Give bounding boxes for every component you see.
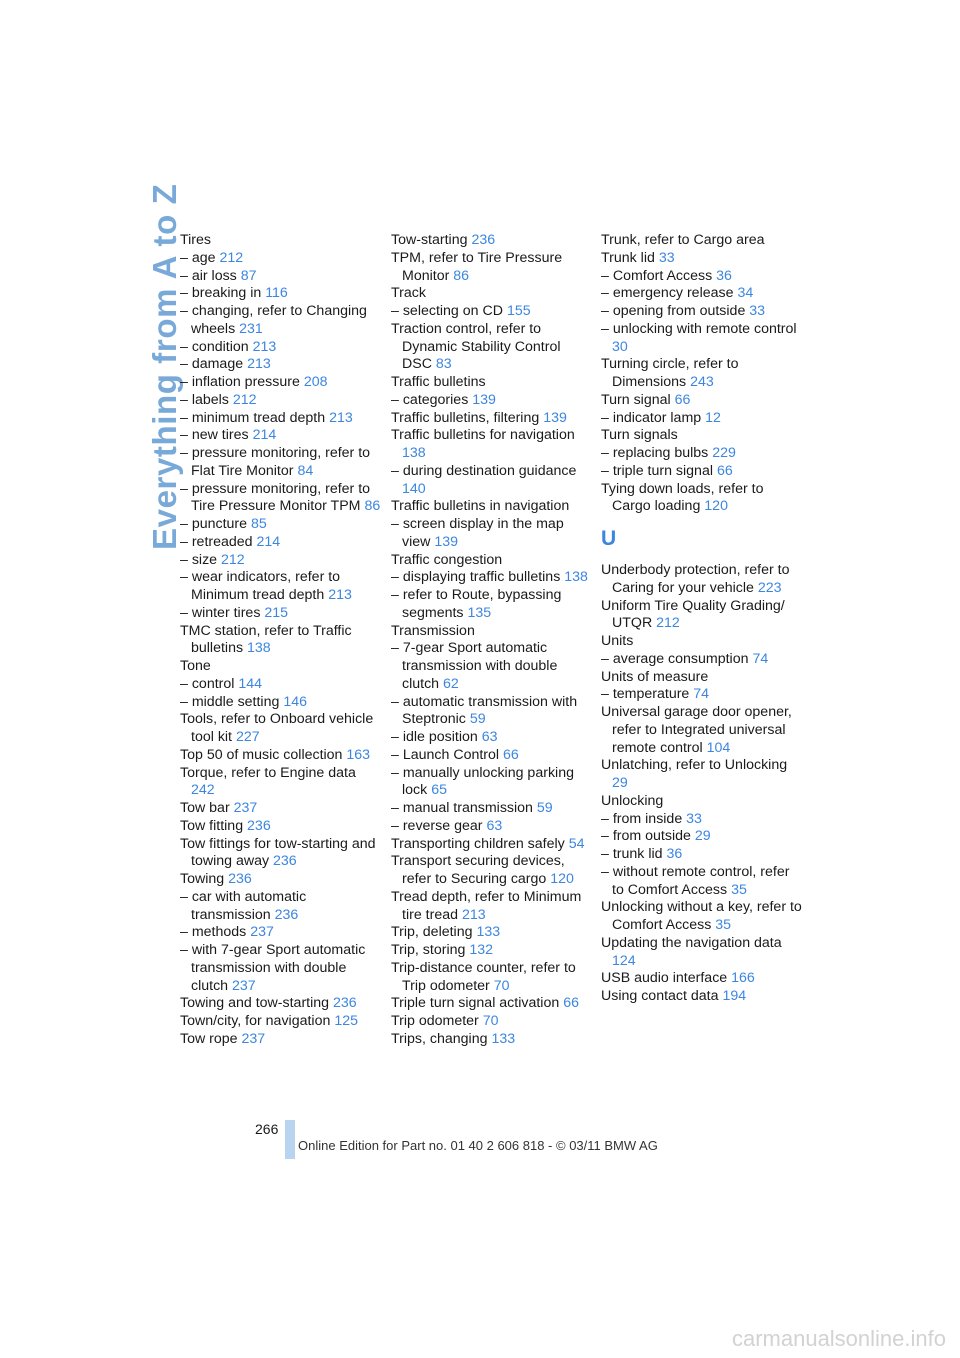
index-entry: [180, 889, 382, 925]
index-entry: [180, 623, 382, 659]
index-entry: [180, 676, 382, 694]
index-page-link[interactable]: 74: [693, 686, 710, 703]
index-entry: [180, 818, 382, 836]
index-entry: [601, 970, 803, 988]
index-entry-term: Tread depth, refer to Minimum tire tread: [391, 888, 582, 923]
index-page-link[interactable]: 146: [283, 693, 307, 710]
index-entry-term: Tying down loads, refer to Cargo loading: [601, 480, 764, 515]
index-entry: [601, 356, 803, 392]
index-entry: [180, 392, 382, 410]
index-entry: [601, 481, 803, 517]
index-page-link[interactable]: 33: [686, 810, 702, 827]
index-entry: [601, 562, 803, 598]
index-page-link[interactable]: 138: [564, 569, 588, 586]
index-entry: [601, 846, 803, 864]
index-entry: [391, 569, 593, 587]
index-entry-term: – car with automatic transmission: [180, 888, 307, 923]
index-page-link[interactable]: 208: [303, 374, 328, 390]
index-entry-term: Unlocking without a key, refer to Comfort Access: [601, 899, 802, 933]
index-entry-term: – retreaded: [180, 533, 253, 550]
index-entry-term: Updating the navigation data: [601, 934, 782, 951]
index-entry-term: – idle position: [391, 729, 478, 745]
index-entry-term: – indicator lamp: [601, 409, 702, 426]
index-entry: [180, 836, 382, 872]
index-page-link[interactable]: 212: [221, 551, 245, 568]
index-page-link[interactable]: 236: [273, 853, 297, 870]
index-entry-term: – average consumption: [601, 650, 749, 667]
index-entry: [180, 285, 382, 303]
index-entry: [180, 303, 382, 339]
index-entry: [180, 995, 382, 1013]
index-page-link[interactable]: 120: [704, 498, 728, 515]
index-entry-term: – Launch Control: [391, 746, 500, 763]
index-entry: [391, 463, 593, 499]
index-page-link[interactable]: 84: [297, 462, 314, 479]
index-page-link[interactable]: 212: [656, 615, 680, 632]
index-page-link[interactable]: 83: [435, 356, 452, 373]
index-page-link[interactable]: 30: [612, 338, 628, 355]
index-page-link[interactable]: 215: [264, 604, 289, 621]
index-entry: [180, 694, 382, 712]
index-entry: [601, 669, 803, 687]
index-page-link[interactable]: 29: [612, 775, 628, 791]
index-page-link[interactable]: 133: [491, 1030, 516, 1047]
watermark: carmanualsonline.info: [731, 1326, 946, 1351]
index-entry: [391, 818, 593, 836]
index-entry-term: Top 50 of music collection: [180, 746, 343, 763]
index-entry-term: Universal garage door opener, refer to Integrated universal remote control: [601, 704, 792, 756]
index-entry: [180, 250, 382, 268]
index-entry-term: – manually unlocking parking lock: [391, 764, 574, 799]
index-entry: [601, 463, 803, 481]
index-page-link[interactable]: 213: [461, 906, 486, 923]
index-entry-term: – minimum tread depth: [180, 409, 326, 426]
index-entry-term: Tow fitting: [180, 817, 244, 834]
index-entry: [391, 1013, 593, 1031]
index-entry-term: Transmission: [391, 622, 475, 639]
index-entry-term: – middle setting: [180, 693, 280, 710]
index-entry: [391, 765, 593, 801]
index-entry-term: Towing: [180, 871, 225, 887]
index-page-link[interactable]: 70: [482, 1013, 499, 1029]
index-entry-term: Trip odometer: [391, 1013, 479, 1029]
index-page-link[interactable]: 85: [251, 516, 267, 532]
index-entry: [180, 232, 382, 250]
index-entry: [391, 623, 593, 641]
index-entry-term: – breaking in: [180, 285, 262, 302]
index-page-link[interactable]: 35: [715, 917, 732, 933]
index-entry: [180, 268, 382, 286]
index-entry: [391, 392, 593, 410]
index-entry-term: Trip, deleting: [391, 924, 473, 941]
index-entry: [180, 871, 382, 889]
index-page-link[interactable]: 229: [712, 445, 736, 461]
index-entry: [391, 587, 593, 623]
index-entry: [391, 853, 593, 889]
index-entry-term: – trunk lid: [601, 846, 663, 862]
index-page-link[interactable]: 243: [690, 374, 714, 390]
index-entry-term: Trunk, refer to Cargo area: [601, 232, 765, 248]
index-entry-term: Trip-distance counter, refer to Trip odometer: [391, 959, 576, 994]
index-page-link[interactable]: 163: [346, 746, 371, 763]
index-entry-term: USB audio interface: [601, 970, 728, 987]
index-page-link[interactable]: 86: [364, 498, 381, 515]
index-entry-term: Traffic bulletins in navigation: [391, 498, 570, 515]
index-page-link[interactable]: 237: [250, 924, 274, 941]
index-entry: [391, 1031, 593, 1049]
index-entry-term: – selecting on CD: [391, 303, 503, 319]
index-page-link[interactable]: 124: [612, 952, 636, 969]
index-entry: [601, 864, 803, 900]
index-entry-term: Using contact data: [601, 988, 719, 1004]
index-entry: [391, 498, 593, 516]
index-page-link[interactable]: 66: [503, 746, 519, 763]
index-page-link[interactable]: 133: [476, 924, 501, 941]
index-entry: [391, 747, 593, 765]
index-page-link[interactable]: 139: [543, 409, 567, 426]
index-entry-term: – winter tires: [180, 604, 261, 621]
index-entry-term: Traffic congestion: [391, 551, 503, 568]
index-page-link[interactable]: 138: [402, 445, 426, 461]
index-page-link[interactable]: 194: [722, 988, 747, 1004]
index-entry-term: Town/city, for navigation: [180, 1013, 331, 1029]
index-entry: [180, 658, 382, 676]
index-entry: [601, 268, 803, 286]
index-page-link[interactable]: 33: [658, 249, 675, 266]
index-entry-term: Unlocking: [601, 792, 664, 809]
index-page-link[interactable]: 144: [238, 675, 263, 692]
index-entry-term: Tires: [180, 232, 212, 248]
index-page-link[interactable]: 132: [469, 942, 493, 958]
index-entry: [391, 924, 593, 942]
index-entry: [601, 704, 803, 757]
index-page-link[interactable]: 155: [506, 303, 531, 319]
index-entry: [601, 427, 803, 445]
index-entry: [391, 694, 593, 730]
index-entry: [601, 757, 803, 793]
index-entry-term: Tow-starting: [391, 232, 468, 248]
index-entry: [180, 1031, 382, 1049]
index-entry: [601, 651, 803, 669]
index-entry: [180, 516, 382, 534]
index-entry-term: Triple turn signal activation: [391, 995, 560, 1012]
index-entry-term: Towing and tow-starting: [180, 995, 330, 1012]
index-entry-term: – 7-gear Sport automatic transmission with double clutch: [391, 640, 558, 692]
index-entry-term: Turn signal: [601, 391, 671, 408]
index-page-link[interactable]: 34: [737, 285, 754, 302]
index-entry-term: – with 7-gear Sport automatic transmission with double clutch: [180, 942, 366, 994]
index-entry: [391, 960, 593, 996]
index-entry: [180, 747, 382, 765]
index-entry-term: Tow bar: [180, 800, 230, 816]
index-entry: [601, 410, 803, 428]
index-entry: [391, 836, 593, 854]
index-page-link[interactable]: 236: [471, 232, 496, 248]
index-entry-term: Trunk lid: [601, 249, 655, 266]
index-page-link[interactable]: 36: [666, 846, 683, 862]
index-entry: [601, 935, 803, 971]
index-entry: [601, 321, 803, 357]
index-entry: [391, 729, 593, 747]
index-entry: [391, 640, 593, 693]
index-page-link[interactable]: 166: [731, 970, 755, 987]
index-entry-term: – without remote control, refer to Comfort Access: [601, 863, 790, 898]
side-chapter-title-text: Everything from A to Z: [146, 183, 183, 550]
index-entry: [391, 285, 593, 303]
index-page-link[interactable]: 104: [706, 739, 731, 756]
index-entry: [601, 988, 803, 1006]
index-column-1: [180, 232, 382, 1049]
index-page-link[interactable]: 135: [467, 604, 492, 621]
index-page-link[interactable]: 237: [233, 800, 258, 816]
index-entry: [601, 793, 803, 811]
index-entry-term: Turn signals: [601, 427, 678, 444]
index-entry-term: Transporting children safely: [391, 835, 565, 852]
index-page-link[interactable]: 213: [252, 338, 277, 355]
index-page-link[interactable]: 237: [232, 977, 256, 994]
index-entry: [391, 303, 593, 321]
index-page-link[interactable]: 140: [402, 480, 426, 497]
index-page-link[interactable]: 236: [247, 817, 271, 834]
index-entry-term: – screen display in the map view: [391, 516, 564, 550]
index-entry: [601, 232, 803, 250]
index-entry: [180, 765, 382, 801]
index-entry: [180, 410, 382, 428]
index-entry-term: – puncture: [180, 516, 248, 532]
index-entry: [180, 445, 382, 481]
index-entry-term: – Comfort Access: [601, 267, 713, 284]
index-entry-term: – from outside: [601, 828, 691, 845]
index-entry: [391, 889, 593, 925]
index-entry: [601, 633, 803, 651]
index-entry-term: – automatic transmission with Steptronic: [391, 693, 578, 728]
index-page-link[interactable]: 120: [550, 871, 574, 887]
index-entry: [180, 569, 382, 605]
index-page-link[interactable]: 214: [256, 533, 281, 550]
index-entry-term: – new tires: [180, 427, 249, 444]
index-entry-term: Traffic bulletins: [391, 374, 486, 390]
index-entry-term: – replacing bulbs: [601, 445, 709, 461]
index-page-link[interactable]: 63: [486, 817, 503, 834]
index-entry: [601, 598, 803, 634]
footer-accent-bar: [285, 1120, 295, 1159]
index-entry-term: Torque, refer to Engine data: [180, 764, 356, 781]
index-entry: [601, 686, 803, 704]
index-entry: [391, 942, 593, 960]
index-entry-term: – methods: [180, 924, 247, 941]
index-entry-term: Tools, refer to Onboard vehicle tool kit: [180, 711, 374, 745]
index-column-3: [601, 232, 803, 1006]
index-entry-term: – manual transmission: [391, 800, 533, 816]
index-entry: [391, 800, 593, 818]
index-entry-term: – opening from outside: [601, 303, 746, 319]
index-page-link[interactable]: 236: [333, 995, 357, 1012]
index-entry: [180, 711, 382, 747]
index-page-link[interactable]: 236: [274, 906, 299, 923]
index-entry-term: – inflation pressure: [180, 374, 300, 390]
side-chapter-title: [96, 183, 183, 562]
index-page-link[interactable]: 66: [563, 995, 579, 1012]
index-entry-term: – size: [180, 551, 218, 568]
index-page-link[interactable]: 54: [568, 835, 585, 852]
index-page-link[interactable]: 12: [705, 409, 721, 426]
index-page-link[interactable]: 213: [328, 587, 352, 603]
index-page-link[interactable]: 66: [674, 391, 691, 408]
index-entry-term: Underbody protection, refer to Caring for your vehicle: [601, 562, 790, 596]
index-entry: [601, 445, 803, 463]
index-entry-term: Turning circle, refer to Dimensions: [601, 356, 739, 390]
index-page-link[interactable]: 59: [469, 711, 486, 728]
index-entry-term: Transport securing devices, refer to Securing cargo: [391, 853, 565, 887]
index-page-link[interactable]: 213: [329, 409, 353, 426]
index-page-link[interactable]: 33: [749, 303, 766, 319]
index-entry: [601, 828, 803, 846]
index-entry-term: TPM, refer to Tire Pressure Monitor: [391, 249, 563, 284]
index-entry-term: – damage: [180, 356, 244, 373]
index-entry-term: Traffic bulletins for navigation: [391, 427, 575, 444]
index-entry: [391, 427, 593, 463]
index-page-link[interactable]: 213: [247, 356, 271, 373]
index-entry: [180, 481, 382, 517]
index-entry-term: Track: [391, 285, 426, 302]
index-page-link[interactable]: 212: [219, 249, 244, 266]
index-entry: [391, 374, 593, 392]
index-page-link[interactable]: 65: [431, 782, 447, 799]
index-entry: [180, 800, 382, 818]
index-entry-term: – reverse gear: [391, 817, 483, 834]
index-entry: [180, 427, 382, 445]
index-entry: [391, 552, 593, 570]
index-entry-term: – labels: [180, 391, 229, 408]
index-entry: [391, 516, 593, 552]
index-entry-term: – during destination guidance: [391, 462, 577, 479]
index-entry-term: Traffic bulletins, filtering: [391, 409, 540, 426]
index-entry-term: – age: [180, 249, 216, 266]
index-page-link[interactable]: 139: [472, 391, 496, 408]
index-entry: [601, 250, 803, 268]
section-letter: U: [601, 527, 617, 550]
index-entry: [180, 605, 382, 623]
index-page-link[interactable]: 214: [252, 427, 277, 444]
index-page-link[interactable]: 86: [453, 267, 470, 284]
index-entry-term: – control: [180, 675, 235, 692]
index-entry: [391, 250, 593, 286]
index-page-link[interactable]: 237: [241, 1030, 266, 1047]
index-entry: [180, 339, 382, 357]
index-page-link[interactable]: 35: [731, 881, 747, 898]
index-entry-term: – wear indicators, refer to Minimum tread depth: [180, 569, 341, 603]
index-page-link[interactable]: 87: [240, 267, 257, 284]
index-page-link[interactable]: 227: [235, 729, 260, 745]
index-entry-term: – temperature: [601, 686, 690, 703]
index-page-link[interactable]: 36: [716, 267, 732, 284]
index-entry: [180, 924, 382, 942]
index-entry: [601, 303, 803, 321]
index-entry-term: – pressure monitoring, refer to Tire Pressure Monitor TPM: [180, 480, 371, 515]
index-page-link[interactable]: 231: [239, 320, 263, 337]
index-entry-term: – pressure monitoring, refer to Flat Tire Monitor: [180, 445, 371, 479]
index-entry-term: – unlocking with remote control: [601, 320, 797, 337]
index-entry: [180, 552, 382, 570]
index-entry-term: Trips, changing: [391, 1030, 488, 1047]
index-entry-term: Tow fittings for tow-starting and towing away: [180, 835, 376, 870]
index-page-link[interactable]: 242: [191, 782, 215, 799]
index-entry-term: – condition: [180, 338, 249, 355]
index-entry-term: Units: [601, 633, 634, 649]
index-entry: [180, 356, 382, 374]
index-page-link[interactable]: 212: [232, 391, 257, 408]
index-entry: [391, 410, 593, 428]
index-entry-term: Units of measure: [601, 668, 709, 685]
index-entry-term: – from inside: [601, 810, 683, 827]
index-entry: [180, 1013, 382, 1031]
index-page-link[interactable]: 74: [752, 650, 769, 667]
index-entry: [601, 899, 803, 935]
index-entry-term: Unlatching, refer to Unlocking: [601, 757, 788, 774]
index-entry: [391, 321, 593, 374]
index-page-link[interactable]: 139: [434, 533, 459, 550]
index-entry: [601, 811, 803, 829]
index-page-link[interactable]: 66: [716, 462, 733, 479]
index-entry-term: – categories: [391, 391, 469, 408]
index-page-link[interactable]: 29: [694, 828, 711, 845]
index-page-link[interactable]: 59: [536, 800, 553, 816]
index-entry: [180, 374, 382, 392]
index-entry-term: Tone: [180, 658, 211, 674]
index-entry: [391, 232, 593, 250]
index-page-link[interactable]: 138: [247, 640, 271, 657]
footer-edition-text: Online Edition for Part no. 01 40 2 606 818 - © 03/11 BMW AG: [298, 1138, 658, 1153]
page-number: 266: [255, 1121, 279, 1137]
index-entry-term: TMC station, refer to Traffic bulletins: [180, 622, 352, 657]
index-entry-term: Traction control, refer to Dynamic Stability Control DSC: [391, 320, 561, 373]
index-entry-term: – emergency release: [601, 285, 734, 302]
index-entry: [180, 534, 382, 552]
index-entry-term: – triple turn signal: [601, 462, 713, 479]
index-entry-term: Tow rope: [180, 1030, 238, 1047]
index-page-link[interactable]: 236: [228, 871, 252, 887]
index-column-2: [391, 232, 593, 1049]
index-entry: [601, 392, 803, 410]
index-page-link[interactable]: 63: [481, 729, 498, 745]
index-entry-term: – refer to Route, bypassing segments: [391, 587, 562, 621]
index-entry-term: Trip, storing: [391, 942, 466, 958]
index-entry-term: – displaying traffic bulletins: [391, 569, 561, 586]
index-entry: [391, 995, 593, 1013]
index-entry-term: – changing, refer to Changing wheels: [180, 303, 367, 337]
index-entry-term: Uniform Tire Quality Grading/ UTQR: [601, 597, 785, 632]
index-entry-term: – air loss: [180, 267, 237, 284]
index-page-link[interactable]: 70: [493, 977, 510, 994]
index-page-link[interactable]: 223: [757, 579, 782, 596]
index-page-link[interactable]: 125: [334, 1013, 358, 1029]
index-entry: [601, 285, 803, 303]
index-page-link[interactable]: 116: [265, 285, 288, 302]
index-page-link[interactable]: 62: [443, 675, 459, 692]
index-entry: [180, 942, 382, 995]
